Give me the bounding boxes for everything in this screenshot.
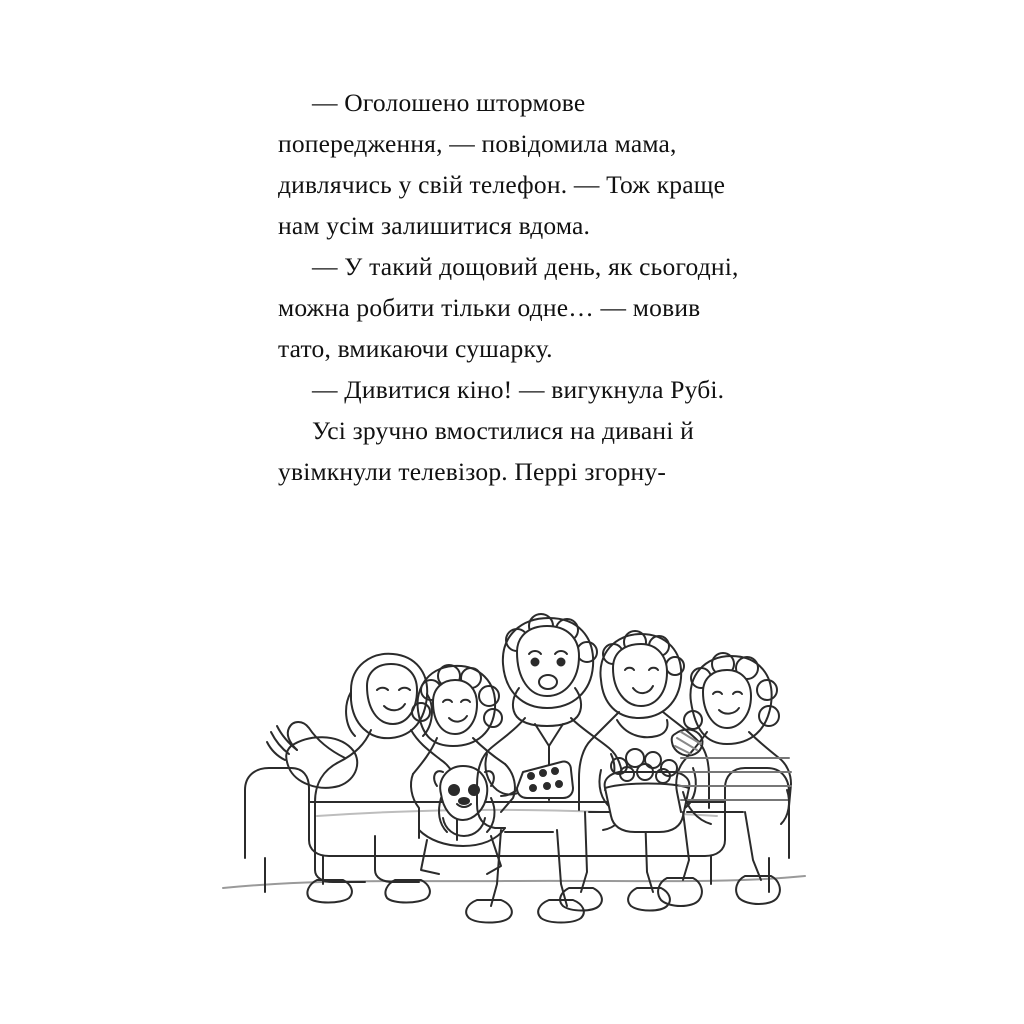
remote-button-1 xyxy=(528,773,534,779)
popcorn-3 xyxy=(645,752,661,768)
mother-face xyxy=(367,664,417,724)
family-on-couch-illustration xyxy=(205,540,825,960)
pug-head xyxy=(440,766,487,820)
knitted-lines xyxy=(675,732,701,754)
mother-slipper-left xyxy=(307,880,351,903)
paragraph-2: — У такий дощовий день, як сьогодні, можна робити тільки одне… — мовив тато, вмикаючи сушарку. xyxy=(278,252,739,363)
girl-right-arm-right xyxy=(781,790,789,824)
remote-button-2 xyxy=(540,770,546,776)
father-collar xyxy=(535,724,563,746)
remote-body xyxy=(517,761,573,798)
paragraph-1: — Оголошено штормове попередження, — повідомила мама, дивлячись у свій телефон. — Тож краще нам усім залишитися вдома. xyxy=(278,88,726,240)
remote-button-6 xyxy=(556,781,562,787)
mother-slipper-right xyxy=(385,880,429,903)
father-eye-left xyxy=(532,659,539,666)
paragraph-3: — Дивитися кіно! — вигукнула Рубі. xyxy=(312,375,725,404)
girl-right-curl-4 xyxy=(757,680,777,700)
page-text-block xyxy=(278,82,756,492)
ruby-curl-4 xyxy=(479,686,499,706)
father-curl-4 xyxy=(577,642,597,662)
ruby-face xyxy=(433,680,477,734)
girl-right-face xyxy=(703,670,751,728)
boy-hood-collar xyxy=(617,720,668,737)
remote-button-4 xyxy=(530,785,536,791)
pillow xyxy=(286,737,357,788)
remote-button-5 xyxy=(544,783,550,789)
pug-nose xyxy=(459,798,469,804)
remote-control xyxy=(501,761,573,798)
father-face xyxy=(517,626,579,696)
paragraph-4: Усі зручно вмостилися на дивані й увімкнули телевізор. Перрі згорну- xyxy=(278,416,694,486)
father-slipper-left xyxy=(466,900,512,923)
pug-eye-left xyxy=(449,785,459,795)
father-eye-right xyxy=(558,659,565,666)
mother-hand-fingers xyxy=(267,726,297,760)
girl-right-shoe-left xyxy=(658,878,702,906)
girl-right-leg-right xyxy=(745,812,761,880)
couch-legs xyxy=(265,858,769,892)
boy-face xyxy=(613,644,667,706)
boy-slipper-right xyxy=(628,888,670,911)
remote-button-3 xyxy=(552,768,558,774)
